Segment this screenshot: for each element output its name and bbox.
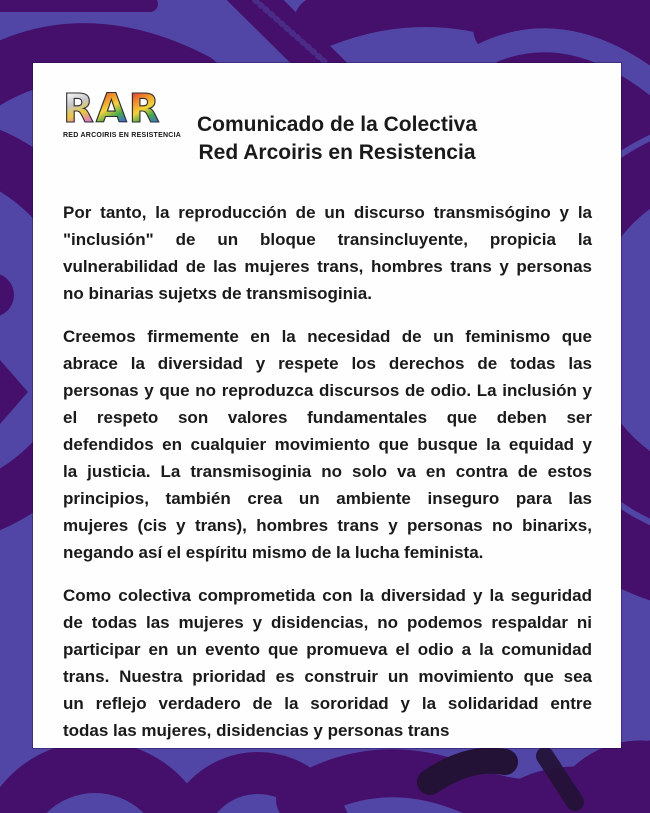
text-line: abrace la diversidad y respete los derechos de todas las [63,354,592,373]
text-line: Por tanto, la reproducción de un discurso transmisógino y la [63,203,592,222]
text-line: Como colectiva comprometida con la diversidad y la seguridad [63,586,592,605]
logo-letter-r2: R [128,86,162,132]
text-line: el respeto son valores fundamentales que deben ser [63,408,592,427]
text-line: defendidos en cualquier movimiento que busque la equidad y [63,435,592,454]
title-line-1: Comunicado de la Colectiva [196,113,478,136]
logo-letter-a: A [95,86,129,132]
text-line: mujeres (cis y trans), hombres trans y personas no binarixs, [63,516,592,535]
logo-tagline: RED ARCOIRIS EN RESISTENCIA [63,132,182,139]
title-line-2: Red Arcoiris en Resistencia [198,141,476,164]
text-line: personas y que no reproduzca discursos de odio. La inclusión y [63,381,592,400]
text-line: un reflejo verdadero de la sororidad y la solidaridad entre [63,694,592,713]
statement-body [63,199,592,760]
text-line: principios, también crea un ambiente inseguro para las [63,489,592,508]
text-line: vulnerabilidad de las mujeres trans, hombres trans y personas [63,257,592,276]
text-line: de todas las mujeres y disidencias, no podemos respaldar ni [63,613,592,632]
text-line: Creemos firmemente en la necesidad de un feminismo que [63,327,592,346]
text-line: no binarias sujetxs de transmisoginia. [63,284,372,303]
statement-card [33,63,621,748]
paragraph [63,582,592,744]
paragraph [63,323,592,566]
text-line: participar en un evento que promueva el odio a la comunidad [63,640,592,659]
text-line: todas las mujeres, disidencias y personas trans [63,721,450,740]
text-line: negando así el espíritu mismo de la lucha feminista. [63,543,484,562]
statement-title [73,111,601,167]
text-line: la justicia. La transmisoginia no solo va en contra de estos [63,462,592,481]
text-line: "inclusión" de un bloque transincluyente, propicia la [63,230,592,249]
logo-letter-r1: R [63,86,96,132]
text-line: trans. Nuestra prioridad es construir un movimiento que sea [63,667,592,686]
paragraph [63,199,592,307]
